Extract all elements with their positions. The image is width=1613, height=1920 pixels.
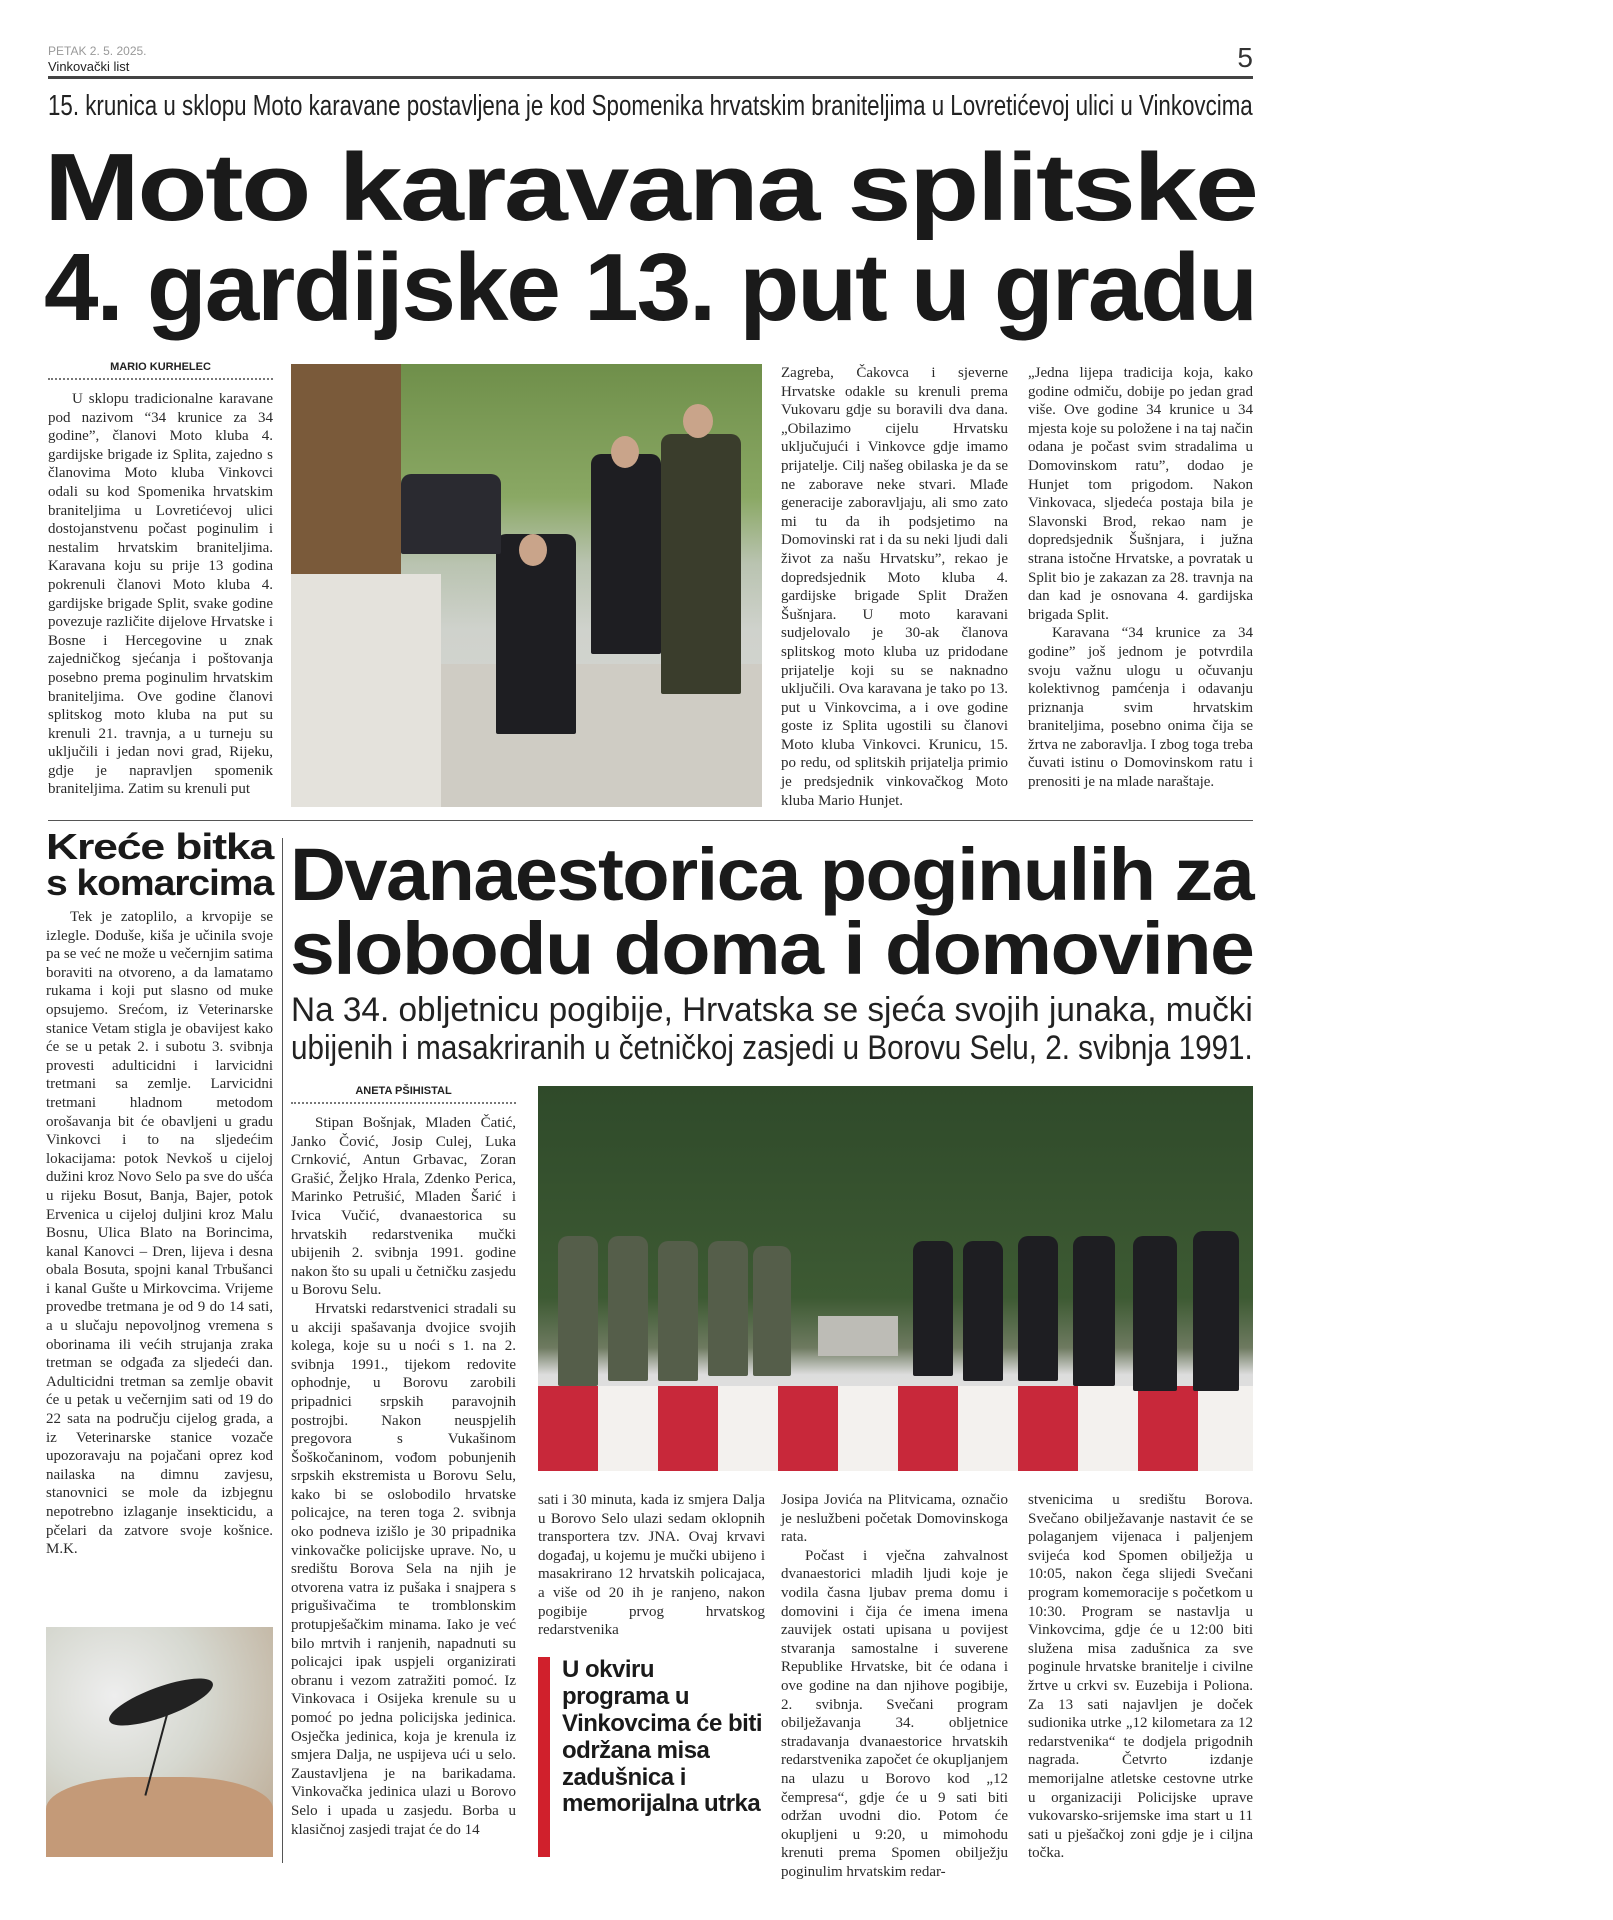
paragraph: stvenicima u središtu Borova. Svečano obilježavanje nastavit će se polaganjem vijenaca i paljenjem svijeća kod Spomen obilježja u 10:05, nakon čega slijedi Svečani program komemoracije s početkom u 10:30. Program se nastavlja u Vinkovcima, gdje će u 12:00 biti služena misa zadušnica za sve poginule hrvatske branitelje i civilne žrtve u crkvi sv. Euzebija i Poliona. Za 13 sati najavljen je doček sudionika utrke „12 kilometara za 12 redarstvenika“ te dodjela prigodnih nagrada. Četvrto izdanje memorijalne atletske cestovne utrke u organizaciji Policijske uprave vukovarsko-srijemske ima start u 11 sati u pješačkoj zoni gdje je i ciljna točka.: [1028, 1492, 1253, 1862]
paragraph: Tek je zatoplilo, a krvopije se izlegle. Doduše, kiša je učinila svoje pa se već ne može u večernjim satima boraviti na otvoreno, a da lamatamo rukama i koji put slasno od muke opsujemo. Srećom, iz Veterinarske stanice Vetam stigla je obavijest kako će se u petak 2. i subotu 3. svibnja provesti adulticidni i larvicidni tretmani sa zemlje. Larvicidni tretmani hladnom metodom orošavanja bit će obavljeni u gradu Vinkovci i to na sljedećim lokacijama: potok Nevkoš u cijeloj dužini kroz Novo Selo pa sve do ušća u rijeku Bosut, Banja, Bajer, potok Ervenica u cijeloj duljini kroz Malu Bosnu, Ulica Blato na Borincima, kanal Kanovci – Dren, lijeva i desna obala Bosuta, spojni kanal Trbušanci i kanal Gušte u Mirkovcima. Vrijeme provedbe tretmana je od 9 do 14 sati, a u slučaju nepovoljnog vremena s oborinama ili većih strujanja zraka tretman se odgađa za sljedeći dan. Adulticidni tretman sa zemlje obavit će u petak u večernjim sati od 19 do 22 sata na području cijelog grada, a iz Veterinarske stanice vozače upozoravaju na pojačani oprez kod nailaska na dimnu zavjesu, stanovnici se mole da izbjegnu nepotrebno izlaganje insekticidu, a pčelari da zatvore svoje košnice. M.K.: [46, 909, 273, 1558]
issue-date: PETAK 2. 5. 2025.: [48, 44, 147, 58]
article2-deck-line-1: [291, 992, 1253, 1030]
header-rule: [48, 76, 1253, 79]
mosquito-photo: [46, 1627, 273, 1857]
article1-headline-line-1: [44, 134, 1257, 241]
paragraph: U sklopu tradicionalne karavane pod nazivom “34 krunice za 34 godine”, članovi Moto kluba 4. gardijske brigade iz Splita, zajedno s članovima Moto kluba Vinkovci odali su kod Spomenika hrvatskim braniteljima u Lovretićevoj ulici dostojanstvenu počast poginulim i nestalim hrvatskim braniteljima. Karavana koju su prije 13 godina pokrenuli članovi Moto kluba 4. gardijske brigade Split, svake godine povezuje različite dijelove Hrvatske i Bosne i Hercegovine u znak zajedničkog sjećanja i poštovanja posebno prema poginulim hrvatskim braniteljima. Ove godine članovi splitskog moto kluba na put su krenuli 21. travnja, a u turneju su uključili i jedan novi grad, Rijeku, gdje je napravljen spomenik braniteljima. Zatim su krenuli put: [48, 391, 273, 798]
pull-quote: U okviru programa u Vinkovcima će biti održana misa zadušnica i memorijalna utrka: [538, 1657, 765, 1857]
paragraph: Karavana “34 krunice za 34 godine” još jednom je potvrdila svoju važnu ulogu u očuvanju kolektivnog pamćenja i odavanju priznanja svim hrvatskim braniteljima, posebno onima čija se žrtva ne zaboravlja. I zbog toga treba čuvati istinu o Domovinskom ratu i prenositi je na mlade naraštaje.: [1028, 625, 1253, 791]
section-divider: [48, 820, 1253, 821]
byline-divider: [48, 378, 273, 380]
mosquito-body: [104, 1669, 218, 1735]
article2-column-3: [781, 1491, 1008, 1880]
sidebar-title-line-1: [46, 828, 273, 866]
page-number: 5: [1237, 42, 1253, 73]
sidebar-title-text: s komarcima: [46, 862, 274, 903]
article2-byline: ANETA PŠIHISTAL: [355, 1085, 452, 1097]
deck-text: Na 34. obljetnicu pogibije, Hrvatska se sjeća svojih junaka, mučki: [291, 991, 1253, 1029]
photo-monument: [291, 364, 401, 574]
deck-text: ubijenih i masakriranih u četničkoj zasjedi u Borovu Selu, 2. svibnja 1991.: [291, 1029, 1253, 1067]
sidebar-title-text: Kreće bitka: [46, 826, 274, 867]
article2-headline-line-1: [290, 833, 1254, 916]
paragraph: sati i 30 minuta, kada iz smjera Dalja u Borovo Selo ulazi sedam oklopnih transportera tzv. JNA. Ovaj krvavi događaj, u kojemu je mučki ubijeno i masakrirano 12 hrvatskih policajaca, a više od 20 ih je ranjeno, nakon pogibije prvog hrvatskog redarstvenika: [538, 1492, 765, 1639]
article2-column-4: [1028, 1491, 1253, 1866]
photo-checkered-floor: [538, 1386, 1253, 1471]
article2-column-2: [538, 1491, 765, 1651]
kicker-text: 15. krunica u sklopu Moto karavane postavljena je kod Spomenika hrvatskim braniteljima u Lovretićevoj ulici u Vinkovcima: [48, 90, 1253, 122]
headline-text: 4. gardijske 13. put u gradu: [44, 234, 1256, 341]
sidebar-title-line-2: [46, 864, 273, 902]
article1-byline: MARIO KURHELEC: [110, 361, 211, 373]
byline-divider: [291, 1102, 516, 1104]
article1-column-1: [48, 390, 273, 812]
paragraph: Stipan Bošnjak, Mladen Čatić, Janko Čović, Josip Culej, Luka Crnković, Antun Grbavac, Zoran Grašić, Željko Hrala, Zdenko Perica, Marinko Petrušić, Mladen Šarić i Ivica Vučić, dvanaestorica su hrvatskih redarstvenika mučki ubijenih 2. svibnja 1991. godine nakon što su upali u četničku zasjedu u Borovu Selu.: [291, 1115, 516, 1299]
column-divider: [282, 838, 283, 1863]
headline-text: Moto karavana splitske: [44, 134, 1257, 241]
paragraph: „Jedna lijepa tradicija koja, kako godine odmiču, dobije po jedan grad više. Ove godine 34 krunice u 34 mjesta koje su položene i na taj način odana je počast svim stradalima u Domovinskom ratu”, dodao je Hunjet tom prigodom. Nakon Vinkovaca, sljedeća postaja bila je Slavonski Brod, rekao nam je dopredsjednik Šušnjara, i južna strana istočne Hrvatske, a povratak u Split bio je zakazan za 28. travnja na dan kad je osnovana 4. gardijska brigada Split.: [1028, 365, 1253, 623]
article1-column-3: [1028, 364, 1253, 812]
article1-kicker: [48, 90, 1253, 124]
article1-headline-line-2: [44, 234, 1256, 341]
publication-name: Vinkovački list: [48, 59, 130, 74]
article2-headline-line-2: [290, 907, 1254, 990]
article2-photo-commemoration: [538, 1086, 1253, 1471]
article2-column-1: [291, 1114, 516, 1860]
sidebar-body: [46, 908, 273, 1618]
paragraph: Počast i vječna zahvalnost dvanaestorici mladih ljudi koje je vodila časna ljubav prema domu i domovini i čija će imena imena zauvijek ostati upisana u povijest stvaranja samostalne i suverene Republike Hrvatske, bit će odana i ove godine na dan njihove pogibije, 2. svibnja. Svečani program obilježavanja 34. obljetnice stradavanja dvanaestorice hrvatskih redarstvenika započet će okupljanjem na ulazu u Borovo kod „12 čempresa“, gdje će u 9 sati biti održan uvodni dio. Potom će okupljeni u 9:20, u mimohodu krenuti prema Spomen obilježju poginulim hrvatskim redar-: [781, 1547, 1008, 1880]
article1-column-2: [781, 364, 1008, 812]
article1-photo-memorial: [291, 364, 762, 807]
paragraph: Zagreba, Čakovca i sjeverne Hrvatske odakle su krenuli prema Vukovaru gdje su boravili dva dana. „Obilazimo cijelu Hrvatsku uključujući i Vinkovce gdje imamo prijatelje. Cilj našeg obilaska je da se ne zaborave neke stvari. Mlađe generacije zaboravljaju, ali smo zato mi tu da ih podsjetimo na Domovinski rat i da su neki ljudi dali život za našu Hrvatsku”, rekao je dopredsjednik Moto kluba 4. gardijske brigade Split Dražen Šušnjara. U moto karavani sudjelovalo je 30-ak članova splitskog moto kluba uz pridodane prijatelje koji su se naknadno uključili. Ova karavana je tako po 13. put u Vinkovcima, a i ove godine goste iz Splita ugostili su članovi Moto kluba Vinkovci. Krunicu, 15. po redu, od splitskih prijatelja primio je predsjednik vinkovačkog Moto kluba Mario Hunjet.: [781, 365, 1008, 809]
headline-text: Dvanaestorica poginulih za: [290, 833, 1254, 916]
paragraph: Josipa Jovića na Plitvicama, označio je neslužbeni početak Domovinskoga rata.: [781, 1492, 1008, 1546]
article2-deck-line-2: [291, 1030, 1253, 1068]
headline-text: slobodu doma i domovine: [290, 907, 1254, 990]
paragraph: Hrvatski redarstvenici stradali su u akciji spašavanja dvojice svojih kolega, koje su u noći s 1. na 2. svibnja 1991., tijekom redovite ophodnje, u Borovu zarobili pripadnici srpskih paravojnih postrojbi. Nakon neuspjelih pregovora s Vukašinom Šoškočaninom, vođom pobunjenih srpskih ekstremista u Borovu Selu, kako bi se oslobodilo hrvatske policajce, na teren toga 2. svibnja oko podneva izišlo je 30 pripadnika vinkovačke policijske uprave. No, u središtu Borova Sela na njih je otvorena vatra iz pušaka i snajpera s prigušivačima te tromblonskim protupješačkim minama. Iako je već bilo mrtvih i ranjenih, napadnuti su policajci ipak uspjeli organizirati obranu i vezom zatražiti pomoć. Iz Vinkovaca i Osijeka krenule su u pomoć po jedna policijska jedinica. Osječka jedinica, koja je krenula iz smjera Dalja, ne uspijeva ući u selo. Zaustavljena je na barikadama. Vinkovačka jedinica ulazi u Borovo Selo i upada u zasjedu. Borba u klasičnoj zasjedi trajat će do 14: [291, 1300, 516, 1838]
